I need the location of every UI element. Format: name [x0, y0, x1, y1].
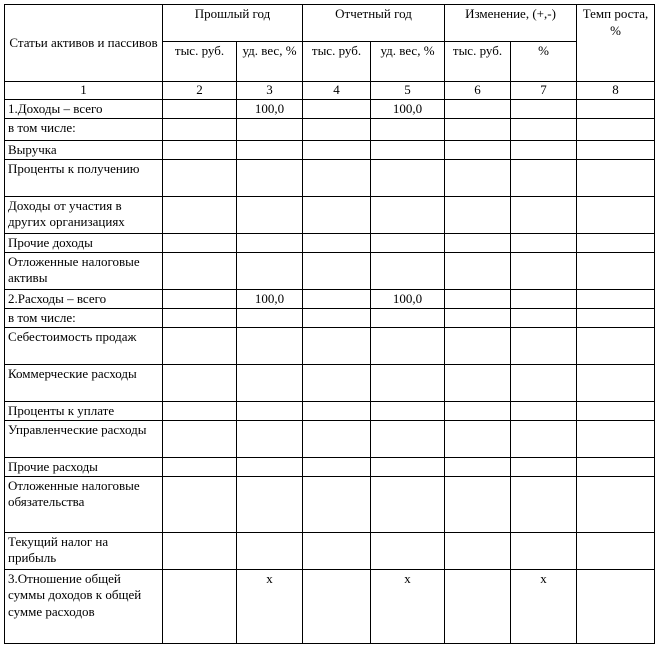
table-row — [5, 196, 655, 233]
table-cell — [577, 289, 655, 308]
table-cell — [371, 420, 445, 457]
table-cell — [237, 476, 303, 532]
table-cell — [303, 364, 371, 401]
table-cell — [511, 457, 577, 476]
table-cell — [163, 308, 237, 327]
table-cell — [445, 233, 511, 252]
table-cell — [371, 457, 445, 476]
table-cell — [577, 118, 655, 140]
row-label: в том числе: — [5, 308, 163, 327]
row-label: 2.Расходы – всего — [5, 289, 163, 308]
table-cell — [577, 420, 655, 457]
table-cell — [577, 532, 655, 569]
table-cell — [511, 532, 577, 569]
row-label-header: Статьи активов и пассивов — [5, 5, 163, 82]
row-label: 3.Отношение общей суммы доходов к общей сумме расходов — [5, 569, 163, 643]
table-cell — [303, 118, 371, 140]
table-row — [5, 308, 655, 327]
table-cell — [511, 327, 577, 364]
table-cell — [237, 140, 303, 159]
column-number-row — [5, 82, 655, 100]
table-cell — [303, 159, 371, 196]
table-cell — [237, 327, 303, 364]
table-cell — [303, 457, 371, 476]
table-cell — [511, 118, 577, 140]
table-cell — [371, 159, 445, 196]
table-cell — [577, 308, 655, 327]
table-cell — [163, 99, 237, 118]
table-cell — [445, 289, 511, 308]
table-cell — [163, 327, 237, 364]
table-cell — [511, 289, 577, 308]
header-row-top — [5, 5, 655, 42]
table-cell — [445, 196, 511, 233]
table-cell — [445, 569, 511, 643]
row-label: Управленческие расходы — [5, 420, 163, 457]
table-cell — [237, 118, 303, 140]
table-cell — [511, 99, 577, 118]
table-cell — [577, 233, 655, 252]
table-cell — [163, 457, 237, 476]
table-cell — [303, 308, 371, 327]
table-row — [5, 569, 655, 643]
table-cell — [511, 308, 577, 327]
table-cell — [445, 99, 511, 118]
table-cell — [163, 476, 237, 532]
table-row — [5, 289, 655, 308]
row-label: Проценты к уплате — [5, 401, 163, 420]
table-cell — [371, 401, 445, 420]
table-cell: 100,0 — [371, 289, 445, 308]
table-cell — [237, 252, 303, 289]
table-cell — [237, 159, 303, 196]
table-cell — [371, 308, 445, 327]
table-cell — [303, 140, 371, 159]
table-cell — [371, 252, 445, 289]
sub-header: тыс. руб. — [303, 42, 371, 82]
table-cell — [163, 420, 237, 457]
sub-header: % — [511, 42, 577, 82]
table-row — [5, 476, 655, 532]
table-cell — [371, 476, 445, 532]
row-label: Выручка — [5, 140, 163, 159]
table-cell — [163, 252, 237, 289]
table-cell — [371, 196, 445, 233]
table-cell — [303, 569, 371, 643]
table-cell — [577, 327, 655, 364]
table-row — [5, 118, 655, 140]
table-cell — [303, 289, 371, 308]
growth-rate-header: Темп роста, % — [577, 5, 655, 82]
table-cell — [237, 233, 303, 252]
table-cell — [577, 196, 655, 233]
table-cell — [163, 118, 237, 140]
table-cell — [577, 252, 655, 289]
table-cell — [511, 476, 577, 532]
table-cell — [163, 569, 237, 643]
table-row — [5, 420, 655, 457]
table-row — [5, 457, 655, 476]
table-cell — [445, 140, 511, 159]
column-number: 7 — [511, 82, 577, 100]
row-label: 1.Доходы – всего — [5, 99, 163, 118]
table-row — [5, 99, 655, 118]
table-cell — [163, 401, 237, 420]
row-label: Коммерческие расходы — [5, 364, 163, 401]
table-cell — [445, 159, 511, 196]
table-cell — [511, 159, 577, 196]
sub-header: тыс. руб. — [445, 42, 511, 82]
table-cell — [303, 476, 371, 532]
sub-header: уд. вес, % — [237, 42, 303, 82]
column-number: 3 — [237, 82, 303, 100]
prev-year-header: Прошлый год — [163, 5, 303, 42]
table-row — [5, 159, 655, 196]
table-cell — [237, 308, 303, 327]
table-cell — [511, 252, 577, 289]
table-cell — [371, 233, 445, 252]
table-cell — [371, 327, 445, 364]
table-cell — [303, 401, 371, 420]
table-row — [5, 364, 655, 401]
table-cell — [163, 364, 237, 401]
table-cell: х — [237, 569, 303, 643]
table-row — [5, 252, 655, 289]
row-label: Прочие доходы — [5, 233, 163, 252]
table-cell: 100,0 — [237, 99, 303, 118]
table-body — [5, 5, 655, 644]
table-cell — [511, 364, 577, 401]
table-cell — [511, 420, 577, 457]
table-cell — [577, 476, 655, 532]
table-cell: 100,0 — [371, 99, 445, 118]
table-cell — [445, 252, 511, 289]
table-row — [5, 233, 655, 252]
table-cell — [303, 196, 371, 233]
table-cell — [303, 233, 371, 252]
table-cell — [577, 457, 655, 476]
table-row — [5, 401, 655, 420]
table-cell — [371, 118, 445, 140]
table-cell — [445, 118, 511, 140]
column-number: 2 — [163, 82, 237, 100]
table-cell — [445, 327, 511, 364]
table-cell — [163, 196, 237, 233]
table-cell: х — [511, 569, 577, 643]
table-row — [5, 532, 655, 569]
table-cell — [445, 476, 511, 532]
column-number: 5 — [371, 82, 445, 100]
table-cell — [237, 196, 303, 233]
table-row — [5, 140, 655, 159]
row-label: Доходы от участия в других организациях — [5, 196, 163, 233]
table-cell — [371, 364, 445, 401]
table-cell — [445, 308, 511, 327]
table-cell — [303, 99, 371, 118]
table-cell — [163, 233, 237, 252]
table-cell — [163, 289, 237, 308]
row-label: Отложенные налоговые активы — [5, 252, 163, 289]
table-cell — [577, 364, 655, 401]
table-cell — [511, 140, 577, 159]
table-cell — [577, 401, 655, 420]
table-cell — [237, 457, 303, 476]
table-cell — [371, 532, 445, 569]
table-cell — [303, 420, 371, 457]
table-cell — [445, 420, 511, 457]
column-number: 1 — [5, 82, 163, 100]
table-cell — [511, 196, 577, 233]
table-cell — [445, 457, 511, 476]
column-number: 8 — [577, 82, 655, 100]
table-cell — [237, 364, 303, 401]
table-row — [5, 327, 655, 364]
sub-header: тыс. руб. — [163, 42, 237, 82]
column-number: 6 — [445, 82, 511, 100]
row-label: Прочие расходы — [5, 457, 163, 476]
table-cell — [577, 159, 655, 196]
column-number: 4 — [303, 82, 371, 100]
table-cell — [163, 159, 237, 196]
table-cell — [163, 140, 237, 159]
table-cell — [303, 532, 371, 569]
row-label: Проценты к получению — [5, 159, 163, 196]
table-cell — [511, 401, 577, 420]
table-cell — [371, 140, 445, 159]
table-cell — [577, 569, 655, 643]
row-label: Текущий налог на прибыль — [5, 532, 163, 569]
sub-header: уд. вес, % — [371, 42, 445, 82]
row-label: Себестоимость продаж — [5, 327, 163, 364]
table-cell — [445, 364, 511, 401]
row-label: в том числе: — [5, 118, 163, 140]
table-cell — [237, 420, 303, 457]
row-label: Отложенные налоговые обязательства — [5, 476, 163, 532]
table-cell — [445, 401, 511, 420]
table-cell — [303, 327, 371, 364]
table-cell: 100,0 — [237, 289, 303, 308]
change-header: Изменение, (+,-) — [445, 5, 577, 42]
table-cell — [237, 532, 303, 569]
income-expense-table — [4, 4, 655, 644]
table-cell: х — [371, 569, 445, 643]
table-cell — [445, 532, 511, 569]
report-year-header: Отчетный год — [303, 5, 445, 42]
table-cell — [577, 99, 655, 118]
table-cell — [163, 532, 237, 569]
table-cell — [511, 233, 577, 252]
table-cell — [577, 140, 655, 159]
table-cell — [303, 252, 371, 289]
table-cell — [237, 401, 303, 420]
